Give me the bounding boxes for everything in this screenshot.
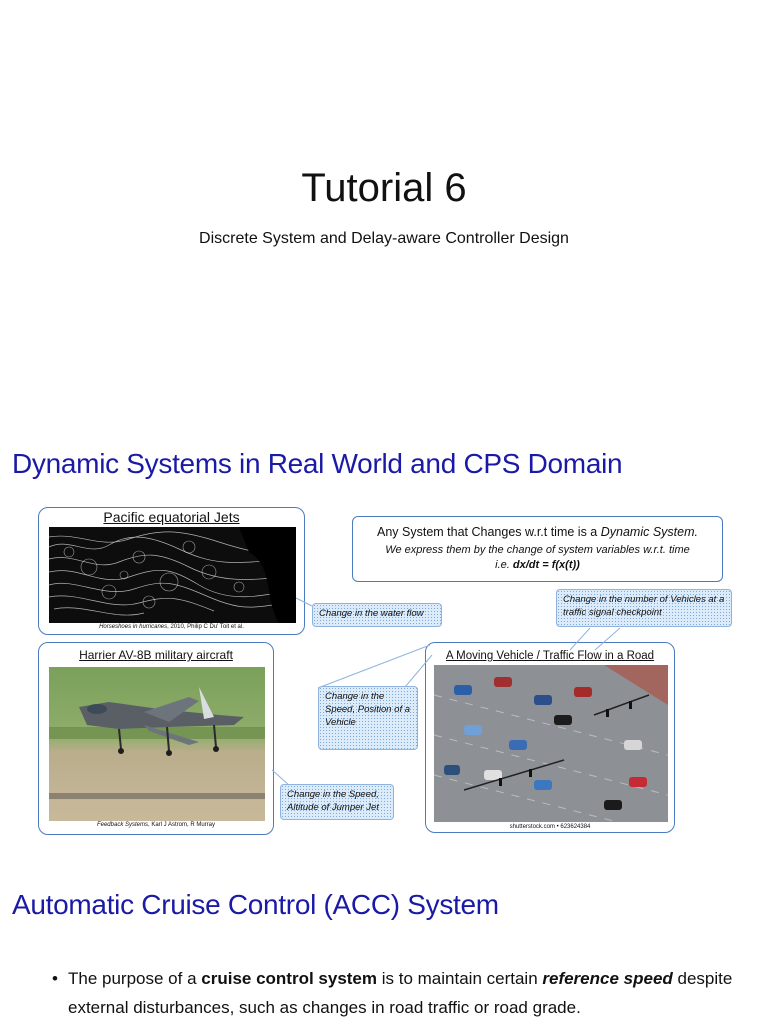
definition-statement: Any System that Changes w.r.t time is a Dynamic System. xyxy=(377,525,698,539)
slide-title: Tutorial 6 xyxy=(301,166,467,210)
definition-explanation: We express them by the change of system variables w.r.t. time xyxy=(385,544,690,556)
slide-subtitle: Discrete System and Delay-aware Controller Design xyxy=(199,230,569,247)
callout-vehicle-count: Change in the number of Vehicles at a traffic signal checkpoint xyxy=(556,589,732,627)
callout-water-flow: Change in the water flow xyxy=(312,603,442,627)
vehicle-title: A Moving Vehicle / Traffic Flow in a Road xyxy=(445,650,655,662)
jets-title: Pacific equatorial Jets xyxy=(103,509,240,525)
jets-caption: Horseshoes in hurricanes, 2010, Philip C Du' Toit et al. xyxy=(99,624,244,630)
definition-equation: i.e. dx/dt = f(x(t)) xyxy=(495,559,580,571)
traffic-image-credit: shutterstock.com • 623624384 xyxy=(509,824,591,830)
bullet-text: The purpose of a cruise control system is to maintain certain reference speed despite external disturbances, such as changes in road traffic or road grade. xyxy=(68,969,733,1017)
section-heading-dynamic-systems: Dynamic Systems in Real World and CPS Domain xyxy=(12,448,623,479)
callout-speed-position: Change in the Speed, Position of a Vehicle xyxy=(318,686,418,750)
section-heading-acc: Automatic Cruise Control (ACC) System xyxy=(12,889,499,920)
callout-jet-speed: Change in the Speed, Altitude of Jumper Jet xyxy=(280,784,394,820)
bullet-marker: • xyxy=(52,969,58,988)
harrier-caption: Feedback Systems, Karl J Astrom, R Murray xyxy=(96,822,216,828)
harrier-title: Harrier AV-8B military aircraft xyxy=(79,648,233,662)
